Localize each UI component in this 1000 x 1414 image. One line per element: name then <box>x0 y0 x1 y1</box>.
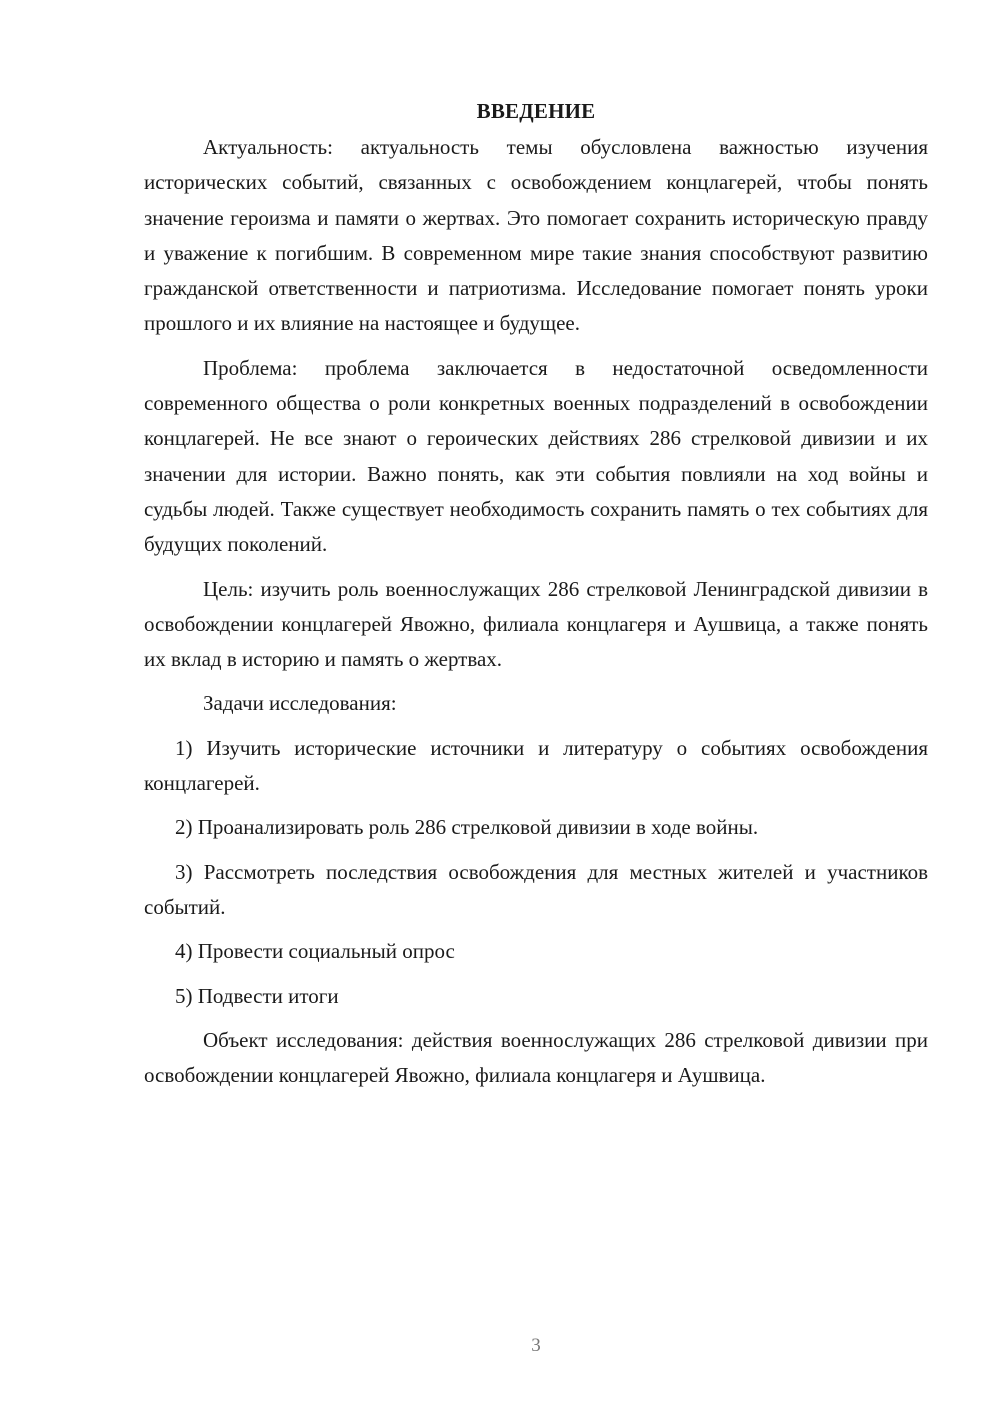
section-heading: ВВЕДЕНИЕ <box>476 99 596 123</box>
task-item: 2) Проанализировать роль 286 стрелковой дивизии в ходе войны. <box>175 815 759 840</box>
tasks-list <box>144 731 928 1014</box>
relevance-paragraph: Актуальность: актуальность темы обусловлена важностью изучения исторических событий, связанных с освобождением концлагерей, чтобы понять значение героизма и памяти о жертвах. Это помогает сохранить историческую правду и уважение к погибшим. В современном мире такие знания способствуют развитию гражданской ответственности и патриотизма. Исследование помогает понять уроки прошлого и их влияние на настоящее и будущее. <box>144 135 928 336</box>
goal-paragraph: Цель: изучить роль военнослужащих 286 стрелковой Ленинградской дивизии в освобождении концлагерей Явожно, филиала концлагеря и Аушвица, а также понять их вклад в историю и память о жертвах. <box>144 576 928 672</box>
task-item: 1) Изучить исторические источники и литературу о событиях освобождения концлагерей. <box>144 735 928 796</box>
task-item: 4) Провести социальный опрос <box>175 939 455 964</box>
task-item: 5) Подвести итоги <box>175 983 339 1008</box>
task-item: 3) Рассмотреть последствия освобождения для местных жителей и участников событий. <box>144 859 928 919</box>
page-number: 3 <box>531 1335 541 1356</box>
tasks-title: Задачи исследования: <box>203 691 397 716</box>
page-content <box>144 94 928 1102</box>
object-paragraph: Объект исследования: действия военнослужащих 286 стрелковой дивизии при освобождении концлагерей Явожно, филиала концлагеря и Аушвица. <box>144 1027 928 1088</box>
problem-paragraph: Проблема: проблема заключается в недостаточной осведомленности современного общества о роли конкретных военных подразделений в освобождении концлагерей. Не все знают о героических действиях 286 стрелковой дивизии и их значении для истории. Важно понять, как эти события повлияли на ход войны и судьбы людей. Также существует необходимость сохранить память о тех событиях для будущих поколений. <box>144 355 928 557</box>
